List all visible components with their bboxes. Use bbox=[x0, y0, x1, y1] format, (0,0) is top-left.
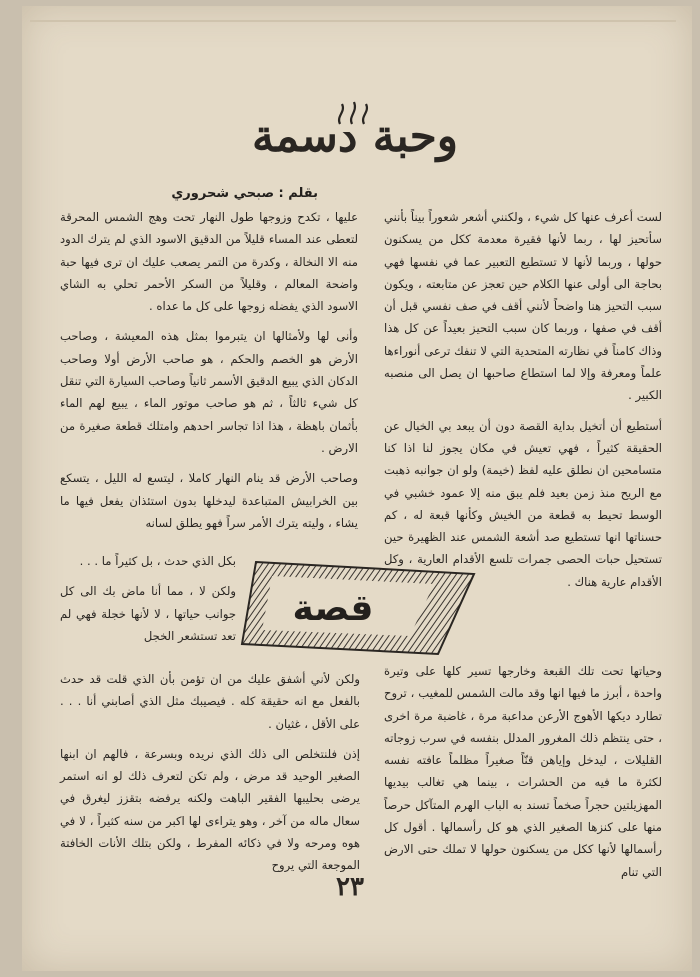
left-column-wrap-text bbox=[60, 550, 236, 655]
left-column bbox=[60, 206, 358, 546]
right-column-lower bbox=[384, 660, 662, 879]
paragraph: أستطيع أن أتخيل بداية القصة دون أن يبعد بي الخيال عن الحقيقة كثيراً ، فهي تعيش في مكان يجوز لنا اذا كنا متسامحين ان نطلق عليه لفظ (خيمة) ولو ان جوانبه ذهبت مع الريح منذ زمن بعيد فلم يبق منه إلا عمود خشبي في الوسط تحيط به قطعة من الخيش وكأنها قبعة له ، كم حسناتها انها تستطيع صد أشعة الشمس عند الظهيرة حين تستحيل حبات الحصى جمرات تلسع الأقدام العارية ، وكل الأقدام عارية هناك . bbox=[384, 418, 662, 589]
stamp-label: قصة bbox=[292, 588, 374, 629]
paragraph: وحياتها تحت تلك القبعة وخارجها تسير كلها على وتيرة واحدة ، أبرز ما فيها انها وقد مالت الشمس للمغيب ، تروح تطارد ديكها الأهوج الأرعن مداعبة مرة ، غاضبة مرة اخرى ، حتى ينتظم ذلك المغرور المدلل بنفسه في سرب زوجاته القليلات ، ليدخل وإياهن قنّاً صغيراً مظلماً عافته نفسه لكثرة ما فيه من الحشرات ، بينما هي تغالب بيديها المهزيلتين حجراً صخماً تسند به الباب الهرم المتآكل حرصاً منها على كنزها الصغير الذي هو كل رأسمالها . أقول كل رأسمالها لأنها ككل من يسكنون حولها لا تملك حتى الارض التي تنام bbox=[384, 664, 662, 879]
paragraph: بكل الذي حدث ، بل كثيراً ما . . . bbox=[79, 554, 236, 568]
author-byline: بقلم : صبحي شحروري bbox=[171, 186, 318, 201]
page-edge bbox=[30, 20, 676, 22]
paragraph: لست أعرف عنها كل شيء ، ولكنني أشعر شعوراً بيناً بأنني سأتحيز لها ، ربما لأنها فقيرة معدمة ككل من يسكنون حولها ، وربما لأنها لا تستطيع التعبير عما في نفسها فهي بحاجة الى أولى عنها الكلام حين تعجز عن متابعته ، ويكون سبب التحيز هنا واضحاً لأنني أقف في صف نفسي قبل أن أقف في صفها ، وربما كان سبب التحيز بعيداً عن كل هذا وذاك كامناً في نظارته المتحدية التي لا تنفك ترعى أنوراءها علماً ومعرفة وإلا لما استطاع صاحبها ان يصل الى منصبه الكبير . bbox=[384, 210, 662, 403]
page-number: ٢٣ bbox=[336, 872, 364, 902]
paragraph: وأنى لها ولأمثالها ان يتبرموا بمثل هذه المعيشة ، وصاحب الأرض هو الخصم والحكم ، هو صاحب الأرض أولا وصاحب الدكان الذي يبيع الدقيق الأسمر ثانياً وصاحب السيارة التي تنقل كل شيء ثالثاً ، ثم هو صاحب موتور الماء ، يبيع لهم الماء بأثمان باهظة ، هذا اذا تجاسر احدهم وامتلك قطعة صغيرة من الارض . bbox=[60, 329, 358, 455]
paragraph: ولكن لا ، مما أنا ماض بك الى كل جوانب حياتها ، لا لأنها خجلة فهي لم تعد تستشعر الخجل bbox=[60, 584, 236, 643]
right-column bbox=[384, 206, 662, 601]
paragraph: إذن فلنتخلص الى ذلك الذي نريده وبسرعة ، فالهم ان ابنها الصغير الوحيد قد مرض ، ولم تكن لتعرف ذلك لو انه استمر يرضى بحليبها الفقير الباهت ولكنه يرفضه بتقزز ليغرق في سعال ماله من آخر ، وهو يتراءى لها اكبر من سنه كثيراً ، لا في هوه ومرحه ولا في ذكائه المفرط ، ولكن بتلك الأنات الخافتة الموجعة التي يروح bbox=[60, 746, 360, 873]
paragraph: وصاحب الأرض قد ينام النهار كاملا ، ليتسع له الليل ، يتسكع بين الخرابيش المتباعدة ليدخلها بدون استئذان يفعل فيها ما يشاء ، وليته يترك الأمر سراً فهو يطلق لسانه bbox=[60, 471, 358, 530]
paragraph: ولكن لأني أشفق عليك من ان تؤمن بأن الذي قلت قد حدث بالفعل مع انه حقيقة كله . فيصيبك مثل الذي أصابني أنا . . . على الأقل ، غثيان . bbox=[60, 672, 360, 731]
paragraph: عليها ، تكدح وزوجها طول النهار تحت وهج الشمس المحرقة لتعطى عند المساء قليلاً من الدقيق الاسود الذي لم يترك الدود منه الا النخالة ، وكدرة من التمر يصعب عليك ان ترى فيها حبة واضحة المعالم ، وقليلاً من السكر الأحمر تحلي به الشاي الاسود الذي يفضله زوجها على كل ما عداه . bbox=[60, 210, 358, 314]
left-column-lower bbox=[60, 668, 360, 873]
article-title: وحبة دسمة bbox=[251, 111, 459, 162]
